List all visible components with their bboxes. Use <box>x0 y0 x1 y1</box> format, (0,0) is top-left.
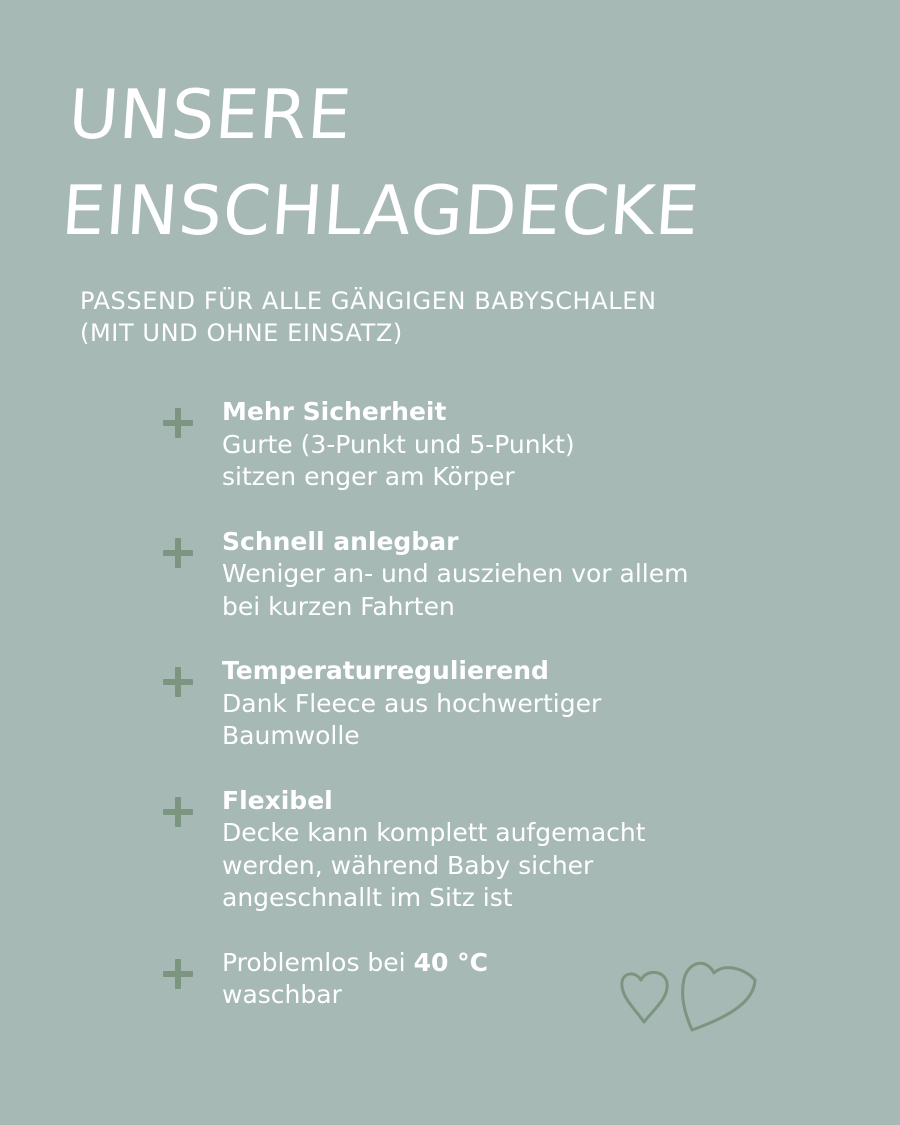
plus-icon <box>163 959 193 989</box>
subtitle-line-2: (MIT UND OHNE EINSATZ) <box>80 319 403 347</box>
feature-title: Schnell anlegbar <box>222 526 459 556</box>
feature-item-flexible <box>160 785 780 915</box>
feature-description: Gurte (3-Punkt und 5-Punkt) sitzen enger am Körper <box>222 429 575 491</box>
subtitle <box>80 285 820 349</box>
hearts-icon <box>618 952 763 1034</box>
feature-list <box>160 396 780 1044</box>
title-line-2: EINSCHLAGDECKE <box>59 172 703 251</box>
feature-title: Mehr Sicherheit <box>222 397 447 426</box>
washing-prefix: Problemlos bei <box>222 947 414 977</box>
large-heart-icon <box>683 963 755 1030</box>
plus-icon <box>163 408 193 438</box>
subtitle-line-1: PASSEND FÜR ALLE GÄNGIGEN BABYSCHALEN <box>80 287 657 315</box>
feature-item-safety <box>160 396 780 494</box>
feature-description: Dank Fleece aus hochwertiger Baumwolle <box>222 688 602 750</box>
plus-icon <box>163 538 193 568</box>
feature-description: Weniger an- und ausziehen vor allem bei kurzen Fahrten <box>222 559 689 621</box>
feature-description: Decke kann komplett aufgemacht werden, während Baby sicher angeschnallt im Sitz ist <box>222 818 646 912</box>
washing-temperature: 40 °C <box>413 947 488 977</box>
feature-item-temperature <box>160 655 780 753</box>
title-line-1: UNSERE <box>65 76 355 155</box>
page-title <box>59 68 792 260</box>
plus-icon <box>163 667 193 697</box>
feature-title: Temperaturregulierend <box>222 656 549 685</box>
washing-suffix: waschbar <box>222 980 342 1009</box>
feature-item-quick-use <box>160 526 780 624</box>
plus-icon <box>163 797 193 827</box>
feature-title: Flexibel <box>222 785 333 815</box>
small-heart-icon <box>622 972 667 1022</box>
